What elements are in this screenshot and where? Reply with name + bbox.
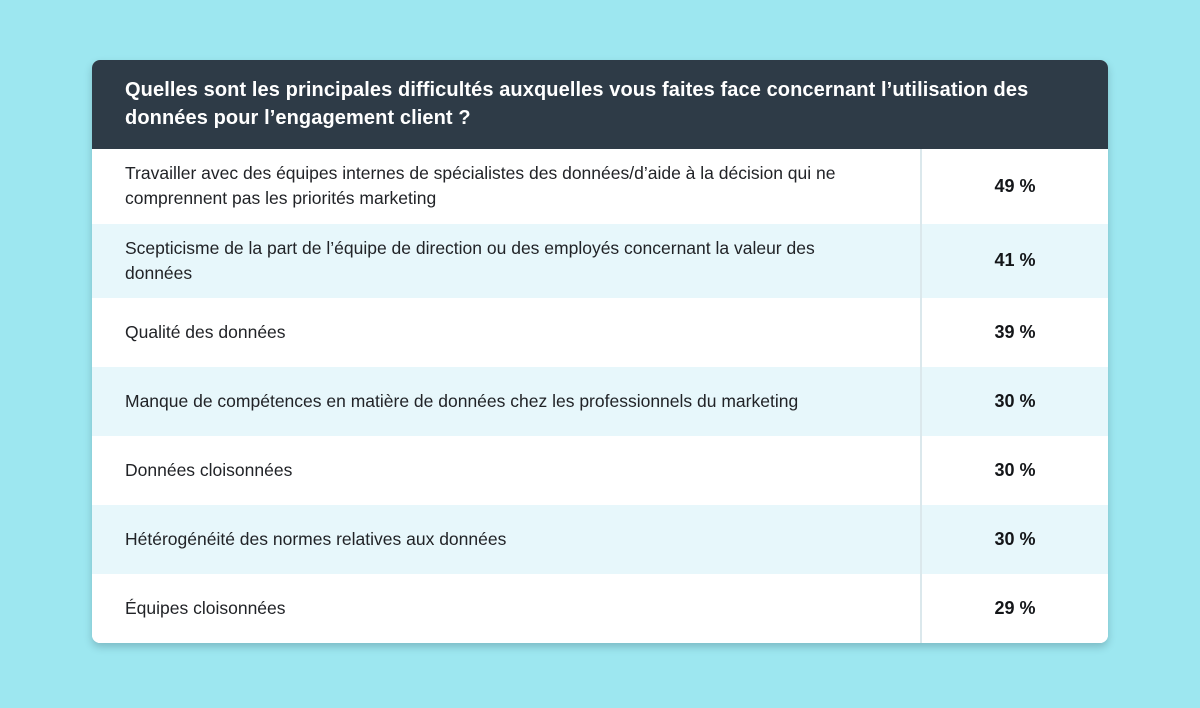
question-title: Quelles sont les principales difficultés auxquelles vous faites face concernant l’utilisation des données pour l’engagement client ? — [125, 79, 1029, 130]
percentage-value: 41 % — [920, 224, 1108, 299]
difficulty-label: Données cloisonnées — [125, 460, 293, 481]
table-row — [92, 574, 1108, 643]
results-table — [92, 149, 1108, 644]
difficulty-label: Hétérogénéité des normes relatives aux données — [125, 529, 507, 550]
table-row — [92, 224, 1108, 299]
percentage-value: 30 % — [920, 505, 1108, 574]
difficulty-label: Scepticisme de la part de l’équipe de direction ou des employés concernant la valeur des données — [125, 237, 815, 283]
table-row — [92, 298, 1108, 367]
table-row — [92, 505, 1108, 574]
percentage-value: 49 % — [920, 149, 1108, 224]
question-header — [92, 60, 1108, 149]
percentage-value: 29 % — [920, 574, 1108, 643]
table-row — [92, 436, 1108, 505]
percentage-value: 30 % — [920, 436, 1108, 505]
survey-results-card — [92, 60, 1108, 643]
percentage-value: 39 % — [920, 298, 1108, 367]
difficulty-label: Travailler avec des équipes internes de spécialistes des données/d’aide à la décision qui ne comprennent pas les priorités marketing — [125, 162, 836, 209]
difficulty-label: Qualité des données — [125, 322, 286, 343]
difficulty-label: Équipes cloisonnées — [125, 598, 286, 619]
table-row — [92, 149, 1108, 224]
table-row — [92, 367, 1108, 436]
percentage-value: 30 % — [920, 367, 1108, 436]
difficulty-label: Manque de compétences en matière de données chez les professionnels du marketing — [125, 391, 799, 412]
